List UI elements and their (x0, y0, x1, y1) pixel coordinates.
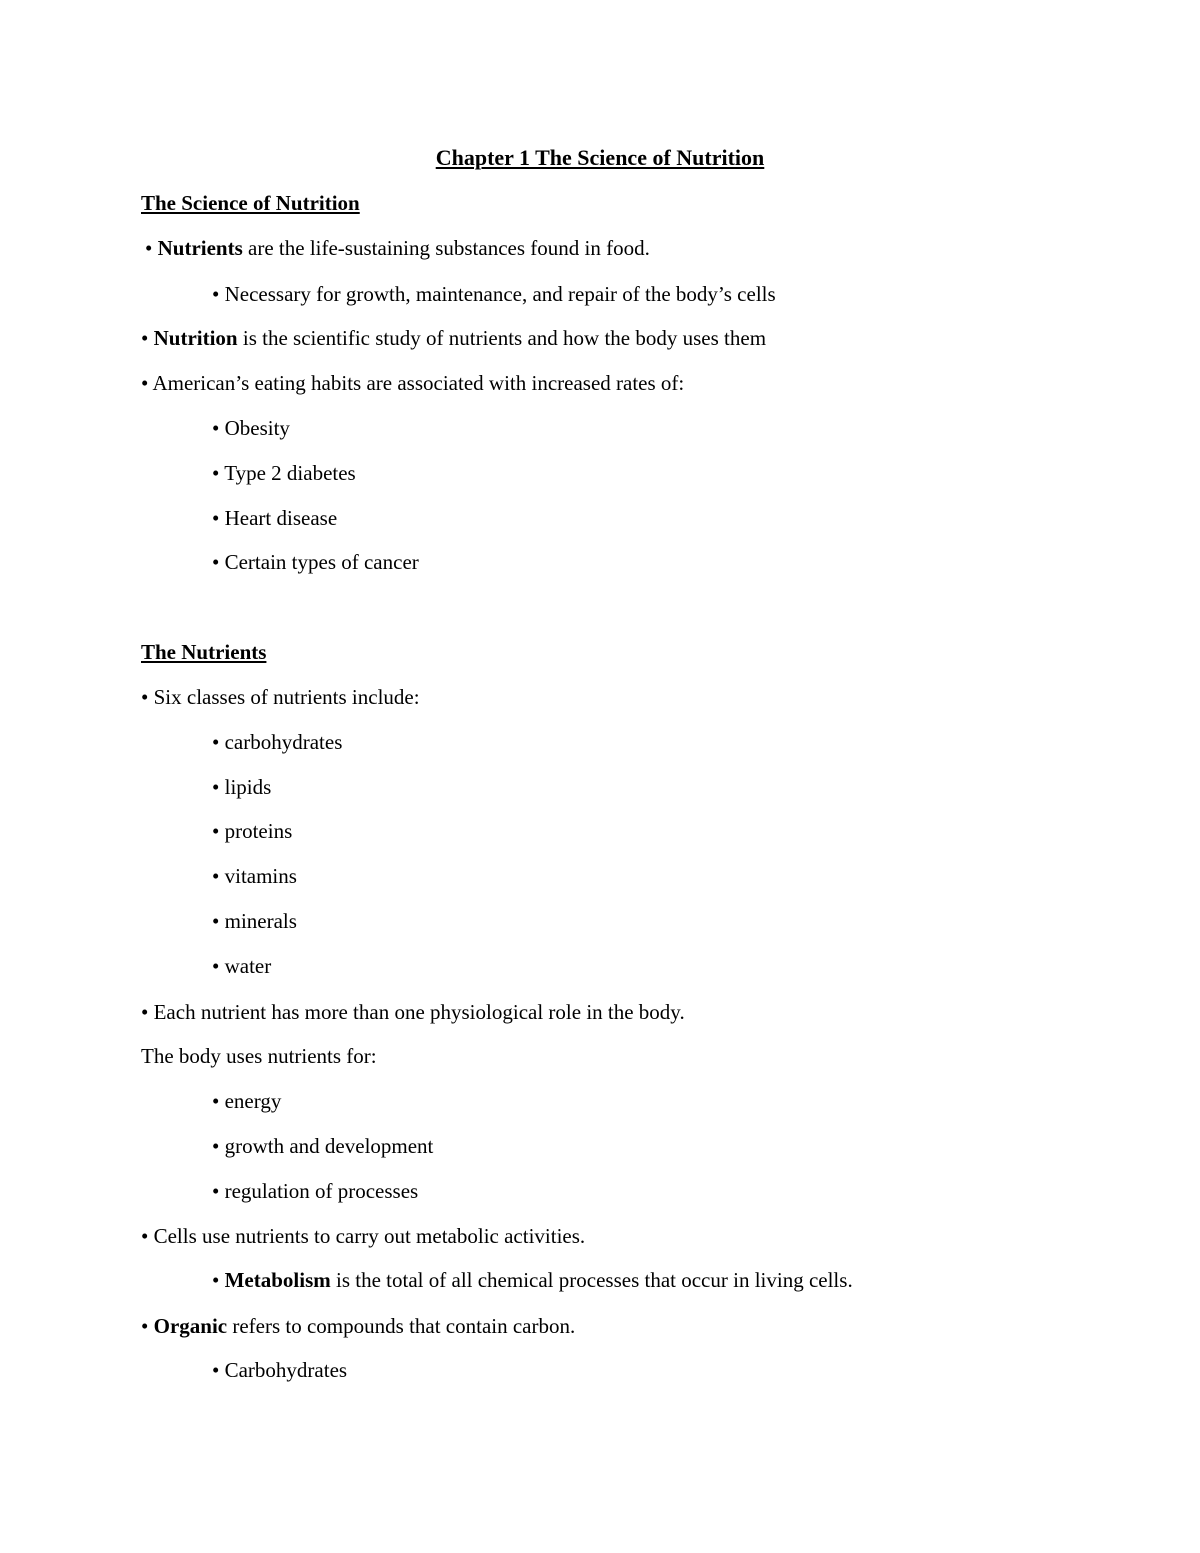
list-item (212, 863, 297, 889)
bullet: • (212, 461, 220, 485)
item-text: proteins (219, 819, 293, 843)
bullet: • (141, 1224, 149, 1248)
item-text: is the total of all chemical processes that occur in living cells. (330, 1268, 853, 1292)
list-item (141, 684, 420, 710)
item-text: minerals (219, 909, 297, 933)
item-text: lipids (219, 775, 272, 799)
bullet: • (212, 909, 220, 933)
item-text: refers to compounds that contain carbon. (227, 1314, 576, 1338)
list-item (212, 1267, 853, 1293)
bullet: • (141, 1314, 149, 1338)
bullet: • (212, 1089, 220, 1113)
bullet: • (212, 1268, 220, 1292)
bullet: • (212, 1179, 220, 1203)
bullet: • (141, 371, 149, 395)
section-heading: The Nutrients (141, 640, 267, 664)
bullet: • (212, 1134, 220, 1158)
paragraph (141, 1043, 377, 1069)
term: Metabolism (224, 1268, 331, 1292)
item-text: Type 2 diabetes (219, 461, 356, 485)
term: Nutrition (153, 326, 238, 350)
list-item (212, 1088, 281, 1114)
list-item (141, 999, 685, 1025)
bullet: • (212, 730, 220, 754)
bullet: • (212, 1358, 220, 1382)
item-text: Necessary for growth, maintenance, and repair of the body’s cells (219, 282, 776, 306)
list-item (212, 505, 337, 531)
list-item (141, 370, 684, 396)
item-text: American’s eating habits are associated with increased rates of: (148, 371, 685, 395)
item-text: Each nutrient has more than one physiological role in the body. (148, 1000, 685, 1024)
item-text: growth and development (219, 1134, 434, 1158)
item-text: energy (219, 1089, 282, 1113)
list-item (212, 1133, 433, 1159)
item-text: Six classes of nutrients include: (148, 685, 420, 709)
page-title: Chapter 1 The Science of Nutrition (435, 145, 765, 170)
list-item (212, 953, 271, 979)
item-text: Certain types of cancer (219, 550, 419, 574)
item-text: are the life-sustaining substances found in food. (242, 236, 650, 260)
list-item (212, 729, 342, 755)
bullet: • (141, 326, 149, 350)
list-item (145, 235, 650, 261)
term: Nutrients (157, 236, 243, 260)
item-text: water (219, 954, 272, 978)
item-text: carbohydrates (219, 730, 343, 754)
bullet: • (212, 775, 220, 799)
item-text: regulation of processes (219, 1179, 419, 1203)
item-text: Carbohydrates (219, 1358, 348, 1382)
item-text: The body uses nutrients for: (141, 1044, 377, 1068)
bullet: • (145, 236, 153, 260)
bullet: • (212, 550, 220, 574)
term: Organic (153, 1314, 228, 1338)
list-item (141, 1313, 575, 1339)
bullet: • (212, 506, 220, 530)
list-item (212, 281, 776, 307)
list-item (212, 1178, 418, 1204)
list-item (212, 415, 290, 441)
bullet: • (212, 954, 220, 978)
item-text: vitamins (219, 864, 297, 888)
bullet: • (141, 1000, 149, 1024)
item-text: Cells use nutrients to carry out metabolic activities. (148, 1224, 586, 1248)
list-item (141, 1223, 585, 1249)
section-heading: The Science of Nutrition (141, 191, 360, 215)
list-item (141, 325, 766, 351)
bullet: • (141, 685, 149, 709)
list-item (212, 1357, 347, 1383)
bullet: • (212, 864, 220, 888)
item-text: Heart disease (219, 506, 338, 530)
list-item (212, 460, 356, 486)
item-text: is the scientific study of nutrients and how the body uses them (237, 326, 767, 350)
list-item (212, 908, 297, 934)
bullet: • (212, 282, 220, 306)
item-text: Obesity (219, 416, 290, 440)
list-item (212, 549, 419, 575)
list-item (212, 774, 271, 800)
bullet: • (212, 416, 220, 440)
list-item (212, 818, 292, 844)
bullet: • (212, 819, 220, 843)
